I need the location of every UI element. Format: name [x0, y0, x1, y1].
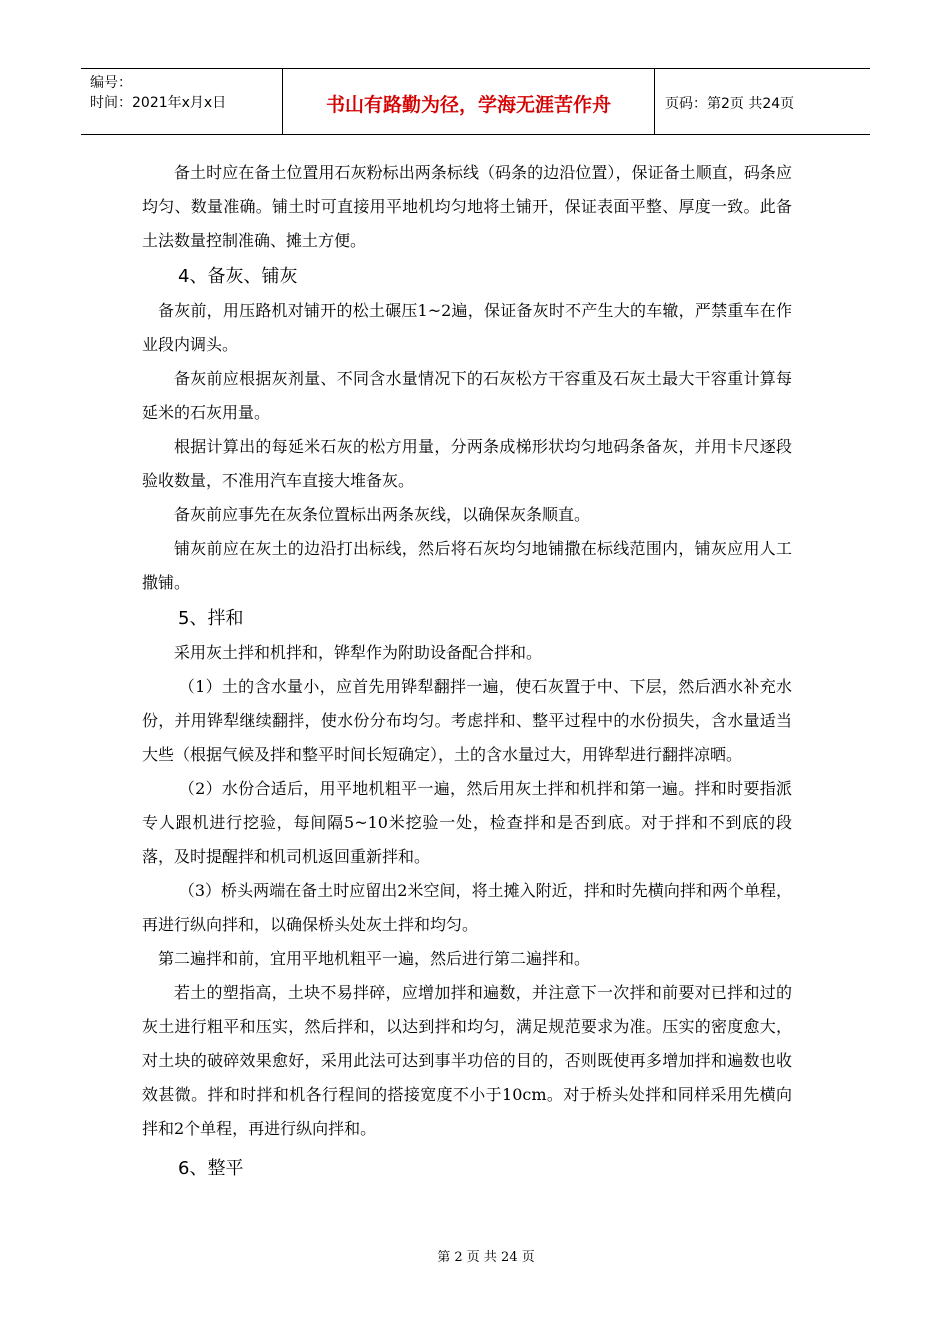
page-header: [81, 68, 870, 135]
paragraph-lime-lines: 备灰前应事先在灰条位置标出两条灰线，以确保灰条顺直。: [174, 505, 591, 524]
section-heading-5: 5、拌和: [178, 608, 244, 629]
paragraph-mixer: 采用灰土拌和机拌和，铧犁作为附助设备配合拌和。: [174, 643, 543, 662]
paragraph-lime-calc: 备灰前应根据灰剂量、不同含水量情况下的石灰松方干容重及石灰土最大干容重计算每延米的石灰用量。: [142, 369, 792, 422]
paragraph-lime-prep-rolling: 备灰前，用压路机对铺开的松土碾压1~2遍，保证备灰时不产生大的车辙，严禁重车在作业段内调头。: [142, 301, 792, 354]
paragraph-mixing-step-1: （1）土的含水量小，应首先用铧犁翻拌一遍，使石灰置于中、下层，然后洒水补充水份，并用铧犁继续翻拌，使水份分布均匀。考虑拌和、整平过程中的水份损失，含水量适当大些（根据气候及拌和整平时间长短确定），土的含水量过大，用铧犁进行翻拌凉晒。: [142, 677, 792, 764]
section-heading-4: 4、备灰、铺灰: [178, 266, 298, 287]
paragraph-lime-spreading: 铺灰前应在灰土的边沿打出标线，然后将石灰均匀地铺撒在标线范围内，铺灰应用人工撒铺。: [142, 539, 792, 592]
paragraph-mixing-step-2: （2）水份合适后，用平地机粗平一遍，然后用灰土拌和机拌和第一遍。拌和时要指派专人跟机进行挖验，每间隔5~10米挖验一处，检查拌和是否到底。对于拌和不到底的段落，及时提醒拌和机司机返回重新拌和。: [142, 779, 792, 866]
paragraph-mixing-step-3: （3）桥头两端在备土时应留出2米空间，将土摊入附近，拌和时先横向拌和两个单程，再进行纵向拌和，以确保桥头处灰土拌和均匀。: [142, 881, 792, 934]
paragraph-plasticity: 若土的塑指高，土块不易拌碎，应增加拌和遍数，并注意下一次拌和前要对已拌和过的灰土进行粗平和压实，然后拌和，以达到拌和均匀，满足规范要求为准。压实的密度愈大，对土块的破碎效果愈好，采用此法可达到事半功倍的目的，否则既使再多增加拌和遍数也收效甚微。拌和时拌和机各行程间的搭接宽度不小于10cm。对于桥头处拌和同样采用先横向拌和2个单程，再进行纵向拌和。: [142, 983, 792, 1138]
header-motto: 书山有路勤为径，学海无涯苦作舟: [282, 69, 655, 134]
header-meta: [81, 69, 282, 134]
paragraph-lime-strips: 根据计算出的每延米石灰的松方用量，分两条成梯形状均匀地码条备灰，并用卡尺逐段验收数量，不准用汽车直接大堆备灰。: [142, 437, 792, 490]
section-heading-6: 6、整平: [178, 1158, 244, 1179]
page-footer: 第 2 页 共 24 页: [437, 1250, 535, 1265]
serial-label: 编号：: [90, 75, 132, 91]
paragraph-second-pass: 第二遍拌和前，宜用平地机粗平一遍，然后进行第二遍拌和。: [158, 949, 591, 968]
document-body: [142, 156, 792, 1186]
paragraph-soil-prep: 备土时应在备土位置用石灰粉标出两条标线（码条的边沿位置），保证备土顺直，码条应均匀、数量准确。铺土时可直接用平地机均匀地将土铺开，保证表面平整、厚度一致。此备土法数量控制准确、摊土方便。: [142, 163, 792, 250]
date-label: 时间：2021年x月x日: [90, 95, 227, 111]
header-page-info: 页码：第2页 共24页: [665, 96, 795, 112]
